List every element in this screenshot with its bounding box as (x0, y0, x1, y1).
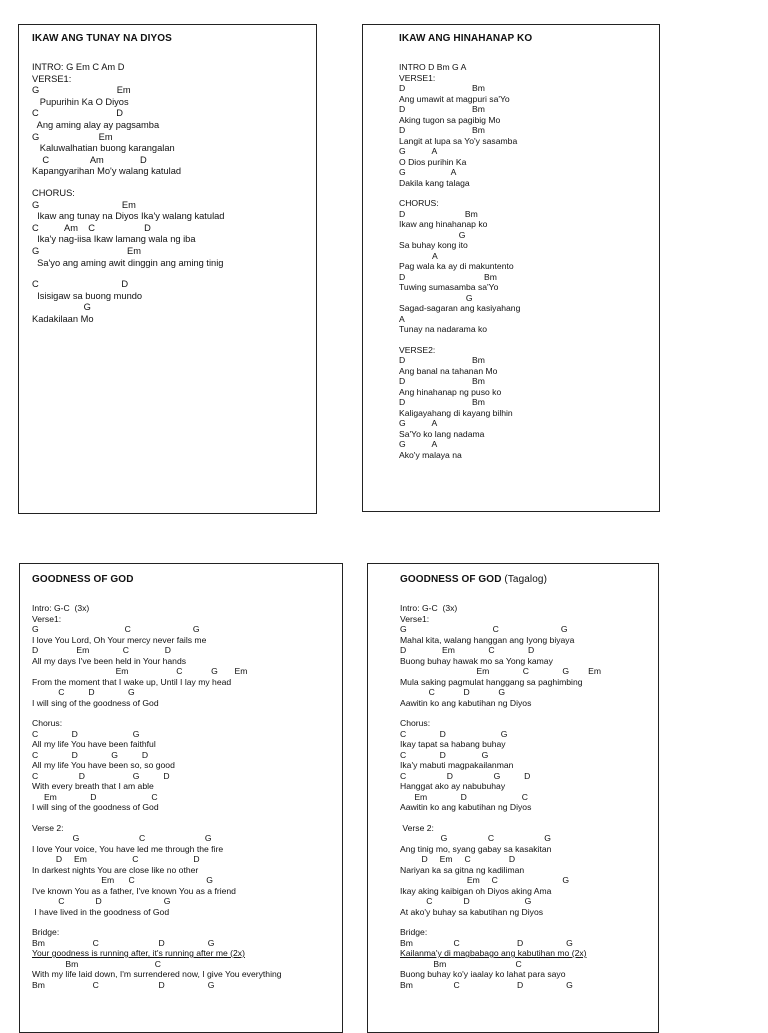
sheet-line: Langit at lupa sa Yo'y sasamba (399, 135, 518, 146)
song-title: IKAW ANG TUNAY NA DIYOS (32, 33, 172, 44)
sheet-line: Mahal kita, walang hanggan ang Iyong biyaya (400, 634, 575, 645)
line-spacer (32, 269, 316, 279)
sheet-line: C D G (32, 728, 140, 739)
sheet-line: Ikaw ang tunay na Diyos Ika'y walang katulad (32, 211, 225, 222)
sheet-line: I've known You as a father, I've known You as a friend (32, 885, 236, 896)
sheet-line: Sagad-sagaran ang kasiyahang (399, 303, 521, 313)
sheet-line: D Bm (399, 83, 485, 93)
line-spacer (32, 813, 342, 823)
sheet-line: Bridge: (32, 927, 60, 937)
sheet-line: Ikay aking kaibigan oh Diyos aking Ama (400, 885, 552, 896)
sheet-line: Buong buhay hawak mo sa Yong kamay (400, 655, 553, 666)
sheet-line: With my life laid down, I'm surrendered now, I give You everything (32, 969, 282, 979)
sheet-line: Aawitin ko ang kabutihan ng Diyos (400, 802, 532, 812)
sheet-line: Kaligayahang di kayang bilhin (399, 407, 513, 418)
line-spacer (399, 188, 659, 198)
sheet-line: Bm C D G (400, 937, 573, 948)
sheet-line: INTRO: G Em C Am D (32, 62, 125, 72)
sheet-line: Aking tugon sa pagibig Mo (399, 114, 501, 125)
sheet-line: Kailanma'y di magbabago ang kabutihan mo (2x) (400, 948, 587, 958)
chord-sheet (400, 603, 658, 990)
sheet-line: CHORUS: (32, 187, 75, 198)
sheet-line: VERSE1: (32, 73, 72, 84)
sheet-line: From the moment that I wake up, Until I lay my head (32, 676, 232, 687)
song-title-subtitle: (Tagalog) (504, 574, 547, 585)
sheet-line: Em C G (32, 875, 213, 885)
sheet-line: C D G (400, 687, 506, 697)
sheet-line: Pupurihin Ka O Diyos (32, 96, 129, 107)
sheet-line: Ikaw ang hinahanap ko (399, 219, 488, 229)
sheet-line: I will sing of the goodness of God (32, 697, 159, 708)
sheet-line: C D G D (32, 749, 149, 760)
sheet-line: A (399, 250, 438, 261)
song-card-goodness-of-god-tagalog (367, 563, 659, 1033)
sheet-line: A (399, 313, 405, 324)
sheet-line: Ikay tapat sa habang buhay (400, 739, 506, 749)
sheet-line: O Dios purihin Ka (399, 156, 467, 167)
sheet-line: C D G D (32, 770, 170, 781)
sheet-line: Hanggat ako ay nabubuhay (400, 781, 506, 791)
sheet-line: D Bm (399, 376, 485, 386)
sheet-line: Bridge: (400, 927, 428, 937)
sheet-line: C D G (400, 728, 508, 739)
sheet-line: G (399, 229, 466, 240)
sheet-line: G C G (400, 624, 568, 634)
song-title: IKAW ANG HINAHANAP KO (399, 33, 533, 44)
sheet-line: Kadakilaan Mo (32, 313, 94, 324)
sheet-line: D Em C D (32, 645, 171, 655)
sheet-line: Intro: G-C (3x) (400, 603, 458, 613)
sheet-line: G (399, 292, 473, 303)
sheet-line: All my days I've been held in Your hands (32, 655, 187, 666)
chord-sheet (32, 62, 316, 325)
sheet-line: D Em C D (32, 854, 200, 864)
sheet-line: C Am D (32, 154, 147, 165)
sheet-line: Sa buhay kong ito (399, 240, 468, 250)
sheet-line: Kapangyarihan Mo'y walang katulad (32, 166, 182, 177)
sheet-line: Em D C (32, 791, 158, 802)
sheet-line: Bm C D G (32, 937, 215, 948)
sheet-line: Mula saking pagmulat hanggang sa paghimbing (400, 676, 583, 687)
sheet-line: Kaluwalhatian buong karangalan (32, 143, 175, 154)
sheet-line: At ako'y buhay sa kabutihan ng Diyos (400, 906, 544, 917)
sheet-line: Nariyan ka sa gitna ng kadiliman (400, 864, 525, 875)
sheet-line: G Em (32, 85, 131, 96)
sheet-line: Ang tinig mo, syang gabay sa kasakitan (400, 843, 552, 854)
sheet-line: Bm C D G (400, 979, 573, 990)
sheet-line: Verse1: (400, 613, 430, 624)
sheet-line: Em D C (400, 791, 528, 802)
sheet-line: I love You Lord, Oh Your mercy never fails me (32, 634, 207, 645)
sheet-line: Aawitin ko ang kabutihan ng Diyos (400, 697, 532, 708)
sheet-line: G C G (400, 833, 551, 843)
sheet-line: D Bm (399, 208, 478, 219)
sheet-line: G C G (32, 624, 200, 634)
sheet-line: G A (399, 146, 438, 156)
sheet-line: C D G (400, 749, 489, 760)
sheet-line: Your goodness is running after, it's running after me (2x) (32, 948, 245, 958)
sheet-line: All my life You have been faithful (32, 739, 156, 749)
sheet-line: I love Your voice, You have led me through the fire (32, 843, 224, 854)
line-spacer (400, 917, 658, 927)
sheet-line: Ang banal na tahanan Mo (399, 365, 498, 376)
line-spacer (400, 708, 658, 718)
line-spacer (32, 178, 316, 188)
sheet-line: C D (32, 108, 123, 119)
sheet-line: G C G (32, 833, 212, 843)
sheet-line: C D (32, 279, 129, 290)
sheet-line: C D G (32, 687, 135, 697)
sheet-line: D Bm (399, 271, 497, 282)
sheet-line: G A (399, 418, 438, 428)
sheet-line: Ika'y mabuti magpakailanman (400, 760, 514, 770)
song-title-main: GOODNESS OF GOD (400, 574, 502, 585)
sheet-line: D Bm (399, 104, 485, 114)
sheet-line: Tunay na nadarama ko (399, 324, 488, 334)
sheet-line: Buong buhay ko'y iaalay ko lahat para sayo (400, 969, 566, 979)
sheet-line: D Bm (399, 125, 485, 135)
sheet-line: Bm C (400, 958, 522, 969)
sheet-line: C D G (400, 896, 532, 906)
song-title: GOODNESS OF GOD (32, 574, 134, 585)
sheet-line: VERSE2: (399, 344, 436, 355)
sheet-line: Ika'y nag-iisa Ikaw lamang wala ng iba (32, 234, 196, 245)
sheet-line: Em C G (400, 875, 570, 885)
sheet-line: G A (399, 439, 438, 449)
sheet-line: G A (399, 167, 457, 177)
song-card-goodness-of-god (19, 563, 343, 1033)
sheet-line: CHORUS: (399, 198, 439, 208)
sheet-line: Bm C (32, 958, 161, 969)
sheet-line: Isisigaw sa buong mundo (32, 290, 143, 301)
chord-sheet (32, 603, 342, 990)
sheet-line: Bm C D G (32, 979, 215, 990)
line-spacer (32, 708, 342, 718)
sheet-line: D Em C D (400, 854, 516, 864)
line-spacer (32, 917, 342, 927)
song-title (400, 574, 658, 585)
sheet-line: Ang umawit at magpuri sa'Yo (399, 93, 510, 104)
sheet-line: Em C G Em (400, 666, 602, 676)
sheet-line: Chorus: (400, 718, 431, 728)
sheet-line: G (32, 302, 91, 313)
sheet-line: Tuwing sumasamba sa'Yo (399, 282, 499, 292)
sheet-line: D Bm (399, 397, 485, 407)
sheet-line: Dakila kang talaga (399, 177, 470, 188)
sheet-line: C D G (32, 896, 171, 906)
line-spacer (399, 335, 659, 345)
sheet-line: Ang hinahanap ng puso ko (399, 386, 502, 397)
sheet-line: I will sing of the goodness of God (32, 802, 159, 812)
sheet-line: With every breath that I am able (32, 781, 154, 791)
sheet-line: Intro: G-C (3x) (32, 603, 90, 613)
sheet-line: VERSE1: (399, 72, 436, 83)
sheet-line: All my life You have been so, so good (32, 760, 175, 770)
sheet-line: In darkest nights You are close like no other (32, 864, 199, 875)
sheet-line: D Em C D (400, 645, 535, 655)
sheet-line: Pag wala ka ay di makuntento (399, 261, 514, 271)
sheet-line: Verse 2: (32, 822, 64, 833)
sheet-line: Sa'Yo ko lang nadama (399, 428, 485, 439)
sheet-line: Verse 2: (400, 822, 434, 833)
sheet-line: C Am C D (32, 222, 151, 233)
sheet-line: C D G D (400, 770, 531, 781)
sheet-line: Chorus: (32, 718, 63, 728)
sheet-line: Ang aming alay ay pagsamba (32, 119, 160, 130)
song-card-ikaw-ang-tunay-na-diyos (18, 24, 317, 514)
sheet-line: G Em (32, 131, 113, 142)
sheet-line: Verse1: (32, 613, 62, 624)
sheet-line: G Em (32, 245, 141, 256)
sheet-line: G Em (32, 199, 136, 210)
sheet-line: Ako'y malaya na (399, 449, 462, 460)
sheet-line: D Bm (399, 355, 485, 365)
chord-sheet (399, 62, 659, 460)
sheet-line: INTRO D Bm G A (399, 62, 467, 72)
sheet-line: Sa'yo ang aming awit dinggin ang aming tinig (32, 257, 224, 268)
sheet-line: I have lived in the goodness of God (32, 906, 170, 917)
line-spacer (400, 813, 658, 823)
song-card-ikaw-ang-hinahanap-ko (362, 24, 660, 512)
sheet-line: Em C G Em (32, 666, 248, 676)
